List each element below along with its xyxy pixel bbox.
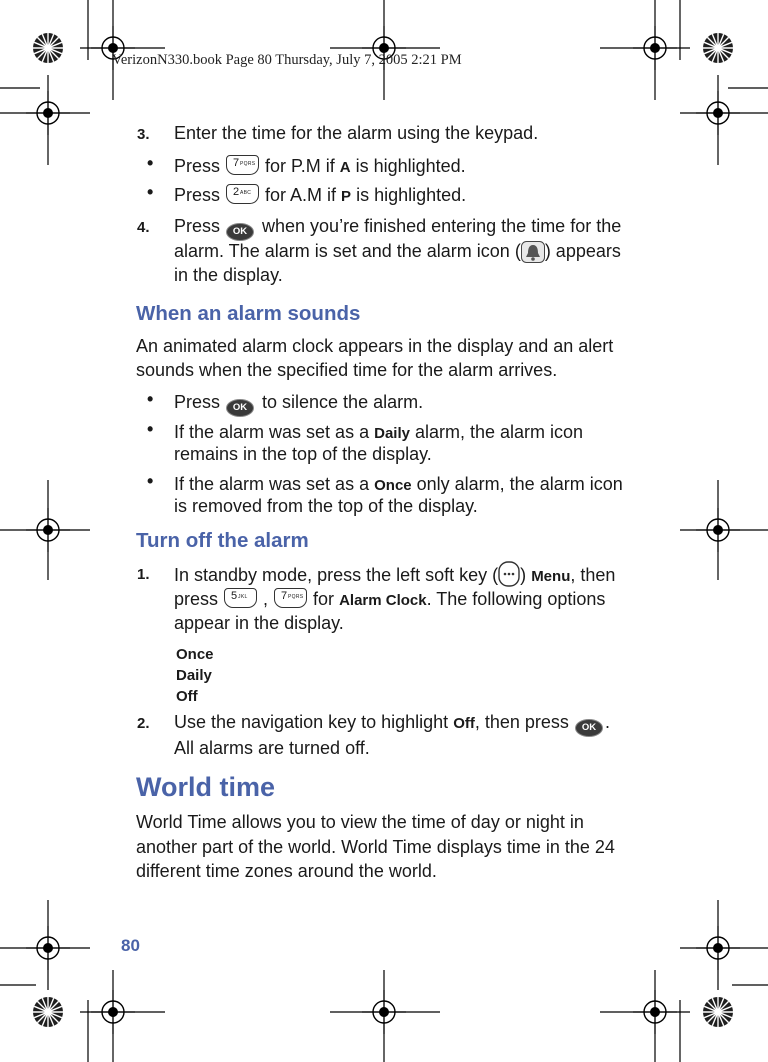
key-2-icon: 2 ABC	[226, 184, 259, 204]
option-item: Off	[176, 688, 198, 705]
bullet: •	[147, 419, 154, 439]
key-7-icon: 7 PQRS	[274, 588, 307, 608]
starburst-mark-top-left	[33, 33, 63, 63]
section-title: World time	[136, 772, 276, 802]
paragraph-line: An animated alarm clock appears in the display and an alert	[136, 336, 614, 356]
turnoff-step1-line2: press 5 JKL , 7 PQRS for Alarm Clock. The following options	[174, 589, 606, 609]
turnoff-step1-line1: In standby mode, press the left soft key ( ) Menu, then	[174, 561, 615, 589]
paragraph-line: sounds when the specified time for the alarm arrives.	[136, 360, 558, 380]
bullet: •	[147, 471, 154, 491]
bullet: •	[147, 153, 154, 173]
turnoff-step2-line1: Use the navigation key to highlight Off, then press OK .	[174, 710, 610, 737]
option-list	[176, 644, 214, 707]
alarm-bullet2-line2: remains in the top of the display.	[174, 444, 432, 464]
paragraph-line: another part of the world. World Time displays time in the 24	[136, 837, 615, 857]
ok-key-icon: OK	[226, 399, 254, 417]
alarm-bullet3-line2: is removed from the top of the display.	[174, 496, 478, 516]
starburst-mark-top-right	[703, 33, 733, 63]
step4-line2: alarm. The alarm is set and the alarm icon ( ) appears	[174, 241, 621, 261]
step-number: 1.	[137, 566, 150, 583]
key-7-icon: 7 PQRS	[226, 155, 259, 175]
bullet: •	[147, 182, 154, 202]
paragraph-line: World Time allows you to view the time of day or night in	[136, 812, 584, 832]
paragraph-line: different time zones around the world.	[136, 861, 437, 881]
section-heading: When an alarm sounds	[136, 302, 361, 325]
turnoff-step1-line3: appear in the display.	[174, 613, 344, 633]
step-number: 3.	[137, 126, 150, 143]
alarm-bell-icon	[521, 241, 545, 263]
alarm-bullet2: If the alarm was set as a Daily alarm, the alarm icon	[174, 422, 584, 442]
ok-key-icon: OK	[575, 719, 603, 737]
key-5-icon: 5 JKL	[224, 588, 257, 608]
section-heading: Turn off the alarm	[136, 529, 309, 552]
step4-line1: Press OK when you’re finished entering the time for the	[174, 214, 621, 241]
option-item: Daily	[176, 667, 212, 684]
step4-line3: in the display.	[174, 265, 283, 285]
alarm-bullet3: If the alarm was set as a Once only alarm, the alarm icon	[174, 474, 623, 494]
step3-bullet2: Press 2 ABC for A.M if P is highlighted.	[174, 185, 467, 205]
page-number: 80	[121, 936, 140, 955]
ok-key-icon: OK	[226, 223, 254, 241]
starburst-mark-bottom-left	[33, 997, 63, 1027]
print-header: VerizonN330.book Page 80 Thursday, July 7, 2005 2:21 PM	[112, 52, 462, 68]
alarm-bullet1: Press OK to silence the alarm.	[174, 390, 423, 417]
step-number: 4.	[137, 219, 150, 236]
bullet: •	[147, 389, 154, 409]
starburst-mark-bottom-right	[703, 997, 733, 1027]
step3-bullet1: Press 7 PQRS for P.M if A is highlighted.	[174, 156, 466, 176]
step-text: Enter the time for the alarm using the keypad.	[174, 123, 539, 143]
option-item: Once	[176, 646, 214, 663]
left-soft-key-icon	[498, 561, 520, 587]
step-number: 2.	[137, 715, 150, 732]
turnoff-step2-line2: All alarms are turned off.	[174, 738, 370, 758]
